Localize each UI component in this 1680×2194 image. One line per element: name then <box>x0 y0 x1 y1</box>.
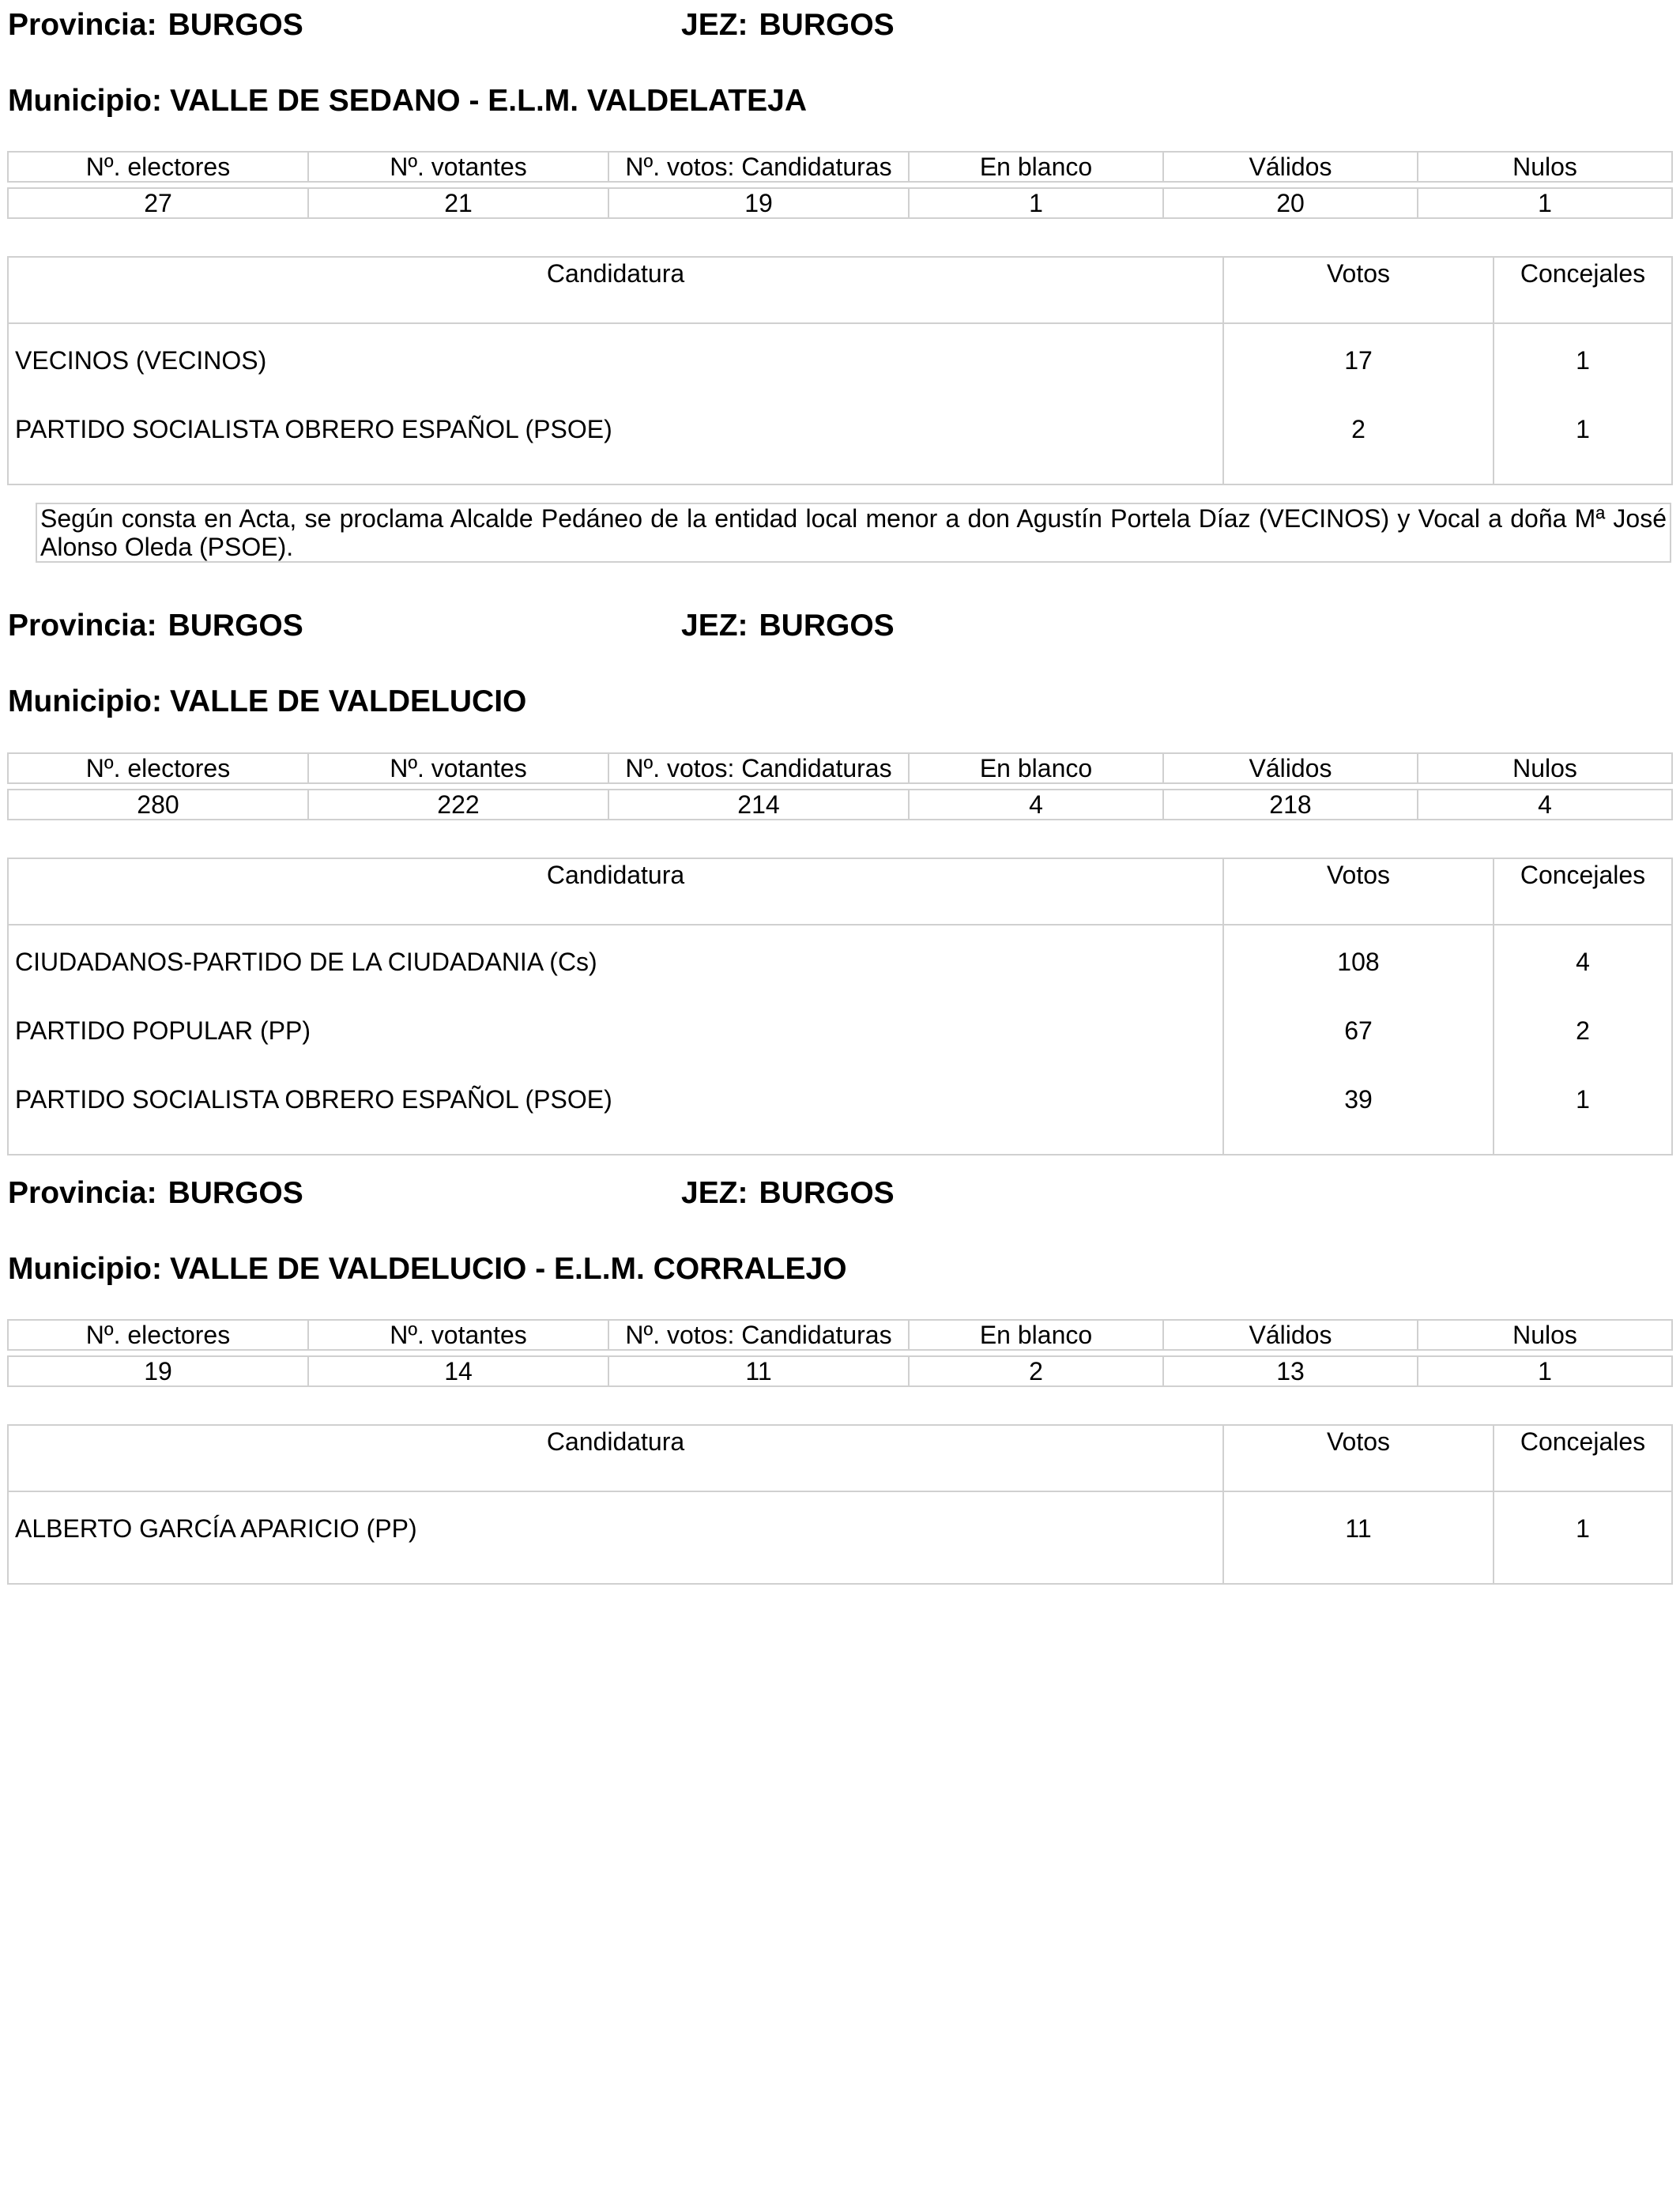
cand-name: PARTIDO POPULAR (PP) <box>15 1016 311 1045</box>
stats-header-votos-candidaturas: Nº. votos: Candidaturas <box>608 753 909 783</box>
candidaturas-table <box>7 256 1673 485</box>
cand-concejales: 1 <box>1576 415 1590 443</box>
provincia-value: BURGOS <box>168 609 303 643</box>
cand-header-concejales: Concejales <box>1494 257 1672 323</box>
cand-header-concejales: Concejales <box>1494 1425 1672 1491</box>
cand-concejales: 1 <box>1576 346 1590 375</box>
stats-votantes: 14 <box>308 1356 608 1386</box>
stats-validos: 13 <box>1163 1356 1418 1386</box>
provincia-line <box>8 606 303 646</box>
stats-votantes: 222 <box>308 790 608 820</box>
provincia-label: Provincia: <box>8 8 157 42</box>
stats-header-en-blanco: En blanco <box>909 753 1163 783</box>
jez-value: BURGOS <box>759 609 895 643</box>
stats-electores: 19 <box>8 1356 308 1386</box>
municipio-line <box>8 1249 847 1290</box>
provincia-value: BURGOS <box>168 8 303 42</box>
stats-table <box>7 752 1673 820</box>
provincia-label: Provincia: <box>8 609 157 643</box>
stats-header-en-blanco: En blanco <box>909 152 1163 182</box>
jez-label: JEZ: <box>681 8 748 42</box>
cand-body-row <box>8 925 1672 1155</box>
stats-header-validos: Válidos <box>1163 753 1418 783</box>
stats-header-nulos: Nulos <box>1418 152 1672 182</box>
cand-header-votos: Votos <box>1223 858 1494 925</box>
municipio-label: Municipio: <box>8 84 162 118</box>
municipio-value: VALLE DE SEDANO - E.L.M. VALDELATEJA <box>169 84 808 118</box>
stats-header-en-blanco: En blanco <box>909 1320 1163 1350</box>
provincia-value: BURGOS <box>168 1176 303 1210</box>
stats-header-validos: Válidos <box>1163 1320 1418 1350</box>
stats-nulos: 1 <box>1418 1356 1672 1386</box>
cand-concejales: 4 <box>1576 948 1590 976</box>
stats-validos: 218 <box>1163 790 1418 820</box>
stats-nulos: 4 <box>1418 790 1672 820</box>
cand-concejales: 2 <box>1576 1016 1590 1045</box>
stats-electores: 280 <box>8 790 308 820</box>
cand-votos: 2 <box>1351 415 1365 443</box>
cand-name: PARTIDO SOCIALISTA OBRERO ESPAÑOL (PSOE) <box>15 1085 612 1114</box>
stats-header-row <box>8 1320 1672 1350</box>
jez-value: BURGOS <box>759 8 895 42</box>
stats-votos-candidaturas: 11 <box>608 1356 909 1386</box>
stats-header-votantes: Nº. votantes <box>308 152 608 182</box>
stats-votos-candidaturas: 19 <box>608 188 909 218</box>
stats-header-electores: Nº. electores <box>8 152 308 182</box>
stats-electores: 27 <box>8 188 308 218</box>
stats-value-row <box>8 790 1672 820</box>
acta-note: Según consta en Acta, se proclama Alcalde Pedáneo de la entidad local menor a don Agustín Portela Díaz (VECINOS) y Vocal a doña Mª José Alonso Oleda (PSOE). <box>36 503 1671 563</box>
cand-votos: 67 <box>1344 1016 1373 1045</box>
jez-value: BURGOS <box>759 1176 895 1210</box>
municipio-label: Municipio: <box>8 684 162 718</box>
stats-header-nulos: Nulos <box>1418 1320 1672 1350</box>
cand-votos: 17 <box>1344 346 1373 375</box>
provincia-line <box>8 1174 303 1213</box>
municipio-value: VALLE DE VALDELUCIO <box>169 684 527 718</box>
cand-body-row <box>8 1491 1672 1584</box>
stats-header-validos: Válidos <box>1163 152 1418 182</box>
stats-header-votantes: Nº. votantes <box>308 1320 608 1350</box>
stats-votantes: 21 <box>308 188 608 218</box>
stats-nulos: 1 <box>1418 188 1672 218</box>
municipio-line <box>8 81 807 122</box>
cand-name: PARTIDO SOCIALISTA OBRERO ESPAÑOL (PSOE) <box>15 415 612 443</box>
stats-table <box>7 151 1673 219</box>
cand-concejales: 1 <box>1576 1514 1590 1543</box>
stats-header-votos-candidaturas: Nº. votos: Candidaturas <box>608 1320 909 1350</box>
jez-line <box>681 6 895 45</box>
stats-header-row <box>8 753 1672 783</box>
stats-en-blanco: 2 <box>909 1356 1163 1386</box>
cand-header-row <box>8 1425 1672 1491</box>
cand-votos: 39 <box>1344 1085 1373 1114</box>
municipio-value: VALLE DE VALDELUCIO - E.L.M. CORRALEJO <box>169 1252 847 1286</box>
cand-header-concejales: Concejales <box>1494 858 1672 925</box>
stats-header-votos-candidaturas: Nº. votos: Candidaturas <box>608 152 909 182</box>
cand-votos: 108 <box>1337 948 1380 976</box>
stats-table <box>7 1319 1673 1387</box>
cand-header-candidatura: Candidatura <box>8 858 1223 925</box>
municipio-label: Municipio: <box>8 1252 162 1286</box>
municipio-line <box>8 681 526 722</box>
cand-header-row <box>8 257 1672 323</box>
candidaturas-table <box>7 1424 1673 1585</box>
stats-value-row <box>8 1356 1672 1386</box>
jez-line <box>681 1174 895 1213</box>
provincia-label: Provincia: <box>8 1176 157 1210</box>
jez-label: JEZ: <box>681 609 748 643</box>
cand-votos: 11 <box>1345 1514 1372 1543</box>
stats-header-votantes: Nº. votantes <box>308 753 608 783</box>
cand-header-candidatura: Candidatura <box>8 257 1223 323</box>
stats-en-blanco: 1 <box>909 188 1163 218</box>
cand-header-candidatura: Candidatura <box>8 1425 1223 1491</box>
stats-header-nulos: Nulos <box>1418 753 1672 783</box>
stats-votos-candidaturas: 214 <box>608 790 909 820</box>
jez-line <box>681 606 895 646</box>
cand-header-votos: Votos <box>1223 257 1494 323</box>
stats-header-electores: Nº. electores <box>8 753 308 783</box>
stats-header-row <box>8 152 1672 182</box>
cand-header-row <box>8 858 1672 925</box>
jez-label: JEZ: <box>681 1176 748 1210</box>
stats-validos: 20 <box>1163 188 1418 218</box>
stats-value-row <box>8 188 1672 218</box>
candidaturas-table <box>7 858 1673 1155</box>
provincia-line <box>8 6 303 45</box>
cand-body-row <box>8 323 1672 484</box>
cand-name: ALBERTO GARCÍA APARICIO (PP) <box>15 1514 417 1543</box>
stats-header-electores: Nº. electores <box>8 1320 308 1350</box>
cand-concejales: 1 <box>1576 1085 1590 1114</box>
cand-name: VECINOS (VECINOS) <box>15 346 267 375</box>
cand-name: CIUDADANOS-PARTIDO DE LA CIUDADANIA (Cs) <box>15 948 597 976</box>
cand-header-votos: Votos <box>1223 1425 1494 1491</box>
stats-en-blanco: 4 <box>909 790 1163 820</box>
